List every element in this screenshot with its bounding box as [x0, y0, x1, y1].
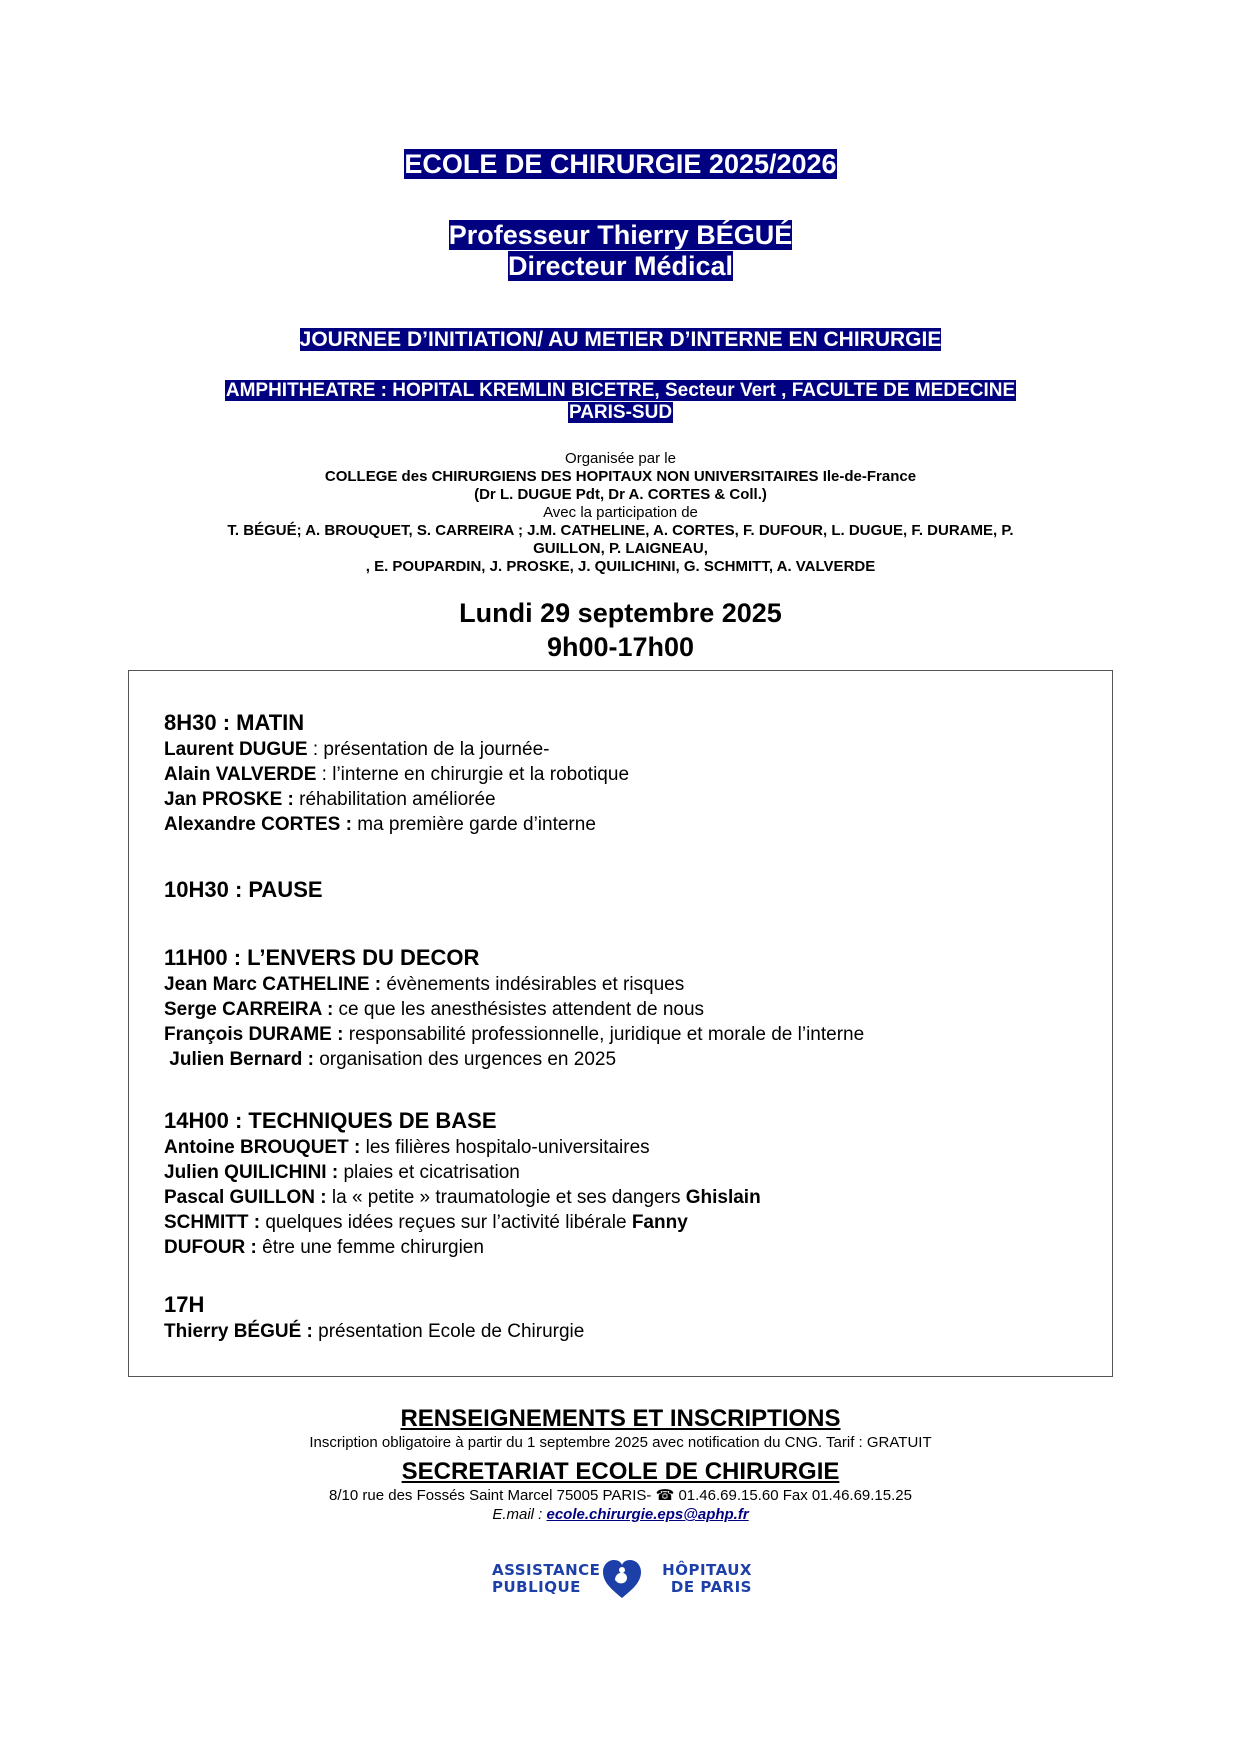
speaker-name: François DURAME :: [164, 1024, 344, 1045]
session-title: 14H00 : TECHNIQUES DE BASE: [164, 1108, 497, 1133]
talk-topic: présentation Ecole de Chirurgie: [318, 1321, 585, 1342]
participants-line-3: , E. POUPARDIN, J. PROSKE, J. QUILICHINI, G. SCHMITT, A. VALVERDE: [365, 558, 876, 575]
secretariat-title: SECRETARIAT ECOLE DE CHIRURGIE: [401, 1458, 840, 1485]
talk-topic: ce que les anesthésistes attendent de nous: [338, 999, 705, 1020]
talk-topic: responsabilité professionnelle, juridique et morale de l’interne: [348, 1024, 865, 1045]
talk-topic: organisation des urgences en 2025: [319, 1049, 617, 1070]
venue-line-2: PARIS-SUD: [568, 402, 673, 423]
speaker-name: Thierry BÉGUÉ :: [164, 1321, 313, 1342]
venue-block: [0, 380, 1241, 424]
program-item: SCHMITT : quelques idées reçues sur l’activité libérale Fanny: [164, 1212, 688, 1233]
program-item: [164, 812, 629, 837]
session-pause: [164, 876, 323, 904]
director-name: Professeur Thierry BÉGUÉ: [448, 220, 793, 250]
info-text: Inscription obligatoire à partir du 1 septembre 2025 avec notification du CNG. Tarif : GRATUIT: [309, 1434, 932, 1451]
director-block: [0, 220, 1241, 282]
program-item: Alain VALVERDE : l’interne en chirurgie et la robotique: [164, 764, 630, 785]
event-title: JOURNEE D’INITIATION/ AU METIER D’INTERNE EN CHIRURGIE: [299, 328, 942, 351]
program-item: [164, 787, 629, 812]
talk-topic: ma première garde d’interne: [357, 814, 596, 835]
info-title: RENSEIGNEMENTS ET INSCRIPTIONS: [400, 1405, 841, 1432]
document-title-block: [0, 148, 1241, 180]
talk-topic: l’interne en chirurgie et la robotique: [332, 764, 630, 785]
session-closing: [164, 1291, 584, 1344]
event-hours: 9h00-17h00: [546, 632, 695, 662]
program-item: Pascal GUILLON : la « petite » traumatologie et ses dangers Ghislain: [164, 1187, 761, 1208]
program-box: [128, 670, 1113, 1377]
participants-line-1: T. BÉGUÉ; A. BROUQUET, S. CARREIRA ; J.M. CATHELINE, A. CORTES, F. DUFOUR, L. DUGUE, F. DURAME, P.: [227, 522, 1014, 539]
session-title: 8H30 : MATIN: [164, 710, 305, 735]
program-item: Antoine BROUQUET : les filières hospitalo-universitaires: [164, 1137, 650, 1158]
program-item: [164, 997, 864, 1022]
program-item: [164, 972, 864, 997]
email-link[interactable]: ecole.chirurgie.eps@aphp.fr: [546, 1506, 749, 1523]
organisation-block: [0, 450, 1241, 576]
aphp-logo: [492, 1558, 752, 1600]
session-title: 17H: [164, 1292, 205, 1317]
participants-line-2: GUILLON, P. LAIGNEAU,: [533, 540, 708, 557]
session-title: 11H00 : L’ENVERS DU DECOR: [164, 945, 480, 970]
talk-topic: évènements indésirables et risques: [386, 974, 685, 995]
logo-text-right: HÔPITAUX DE PARIS: [662, 1561, 752, 1596]
program-item: DUFOUR : être une femme chirurgien: [164, 1237, 484, 1258]
program-item: [164, 1047, 864, 1072]
telephone-icon: ☎: [655, 1487, 675, 1504]
logo-text-left: ASSISTANCE PUBLIQUE: [492, 1561, 601, 1596]
session-title: 10H30 : PAUSE: [164, 877, 323, 902]
email-line: [0, 1505, 1241, 1524]
phone-fax: 01.46.69.15.60 Fax 01.46.69.15.25: [678, 1487, 912, 1504]
speaker-name: Jean Marc CATHELINE :: [164, 974, 382, 995]
heart-logo-icon: [601, 1558, 643, 1600]
date-block: [0, 596, 1241, 664]
speaker-name: Alexandre CORTES :: [164, 814, 352, 835]
footer-block: [0, 1405, 1241, 1524]
college-name: COLLEGE des CHIRURGIENS DES HOPITAUX NON UNIVERSITAIRES Ile-de-France: [324, 468, 917, 485]
speaker-name: Laurent DUGUE: [164, 739, 308, 760]
program-item: [164, 1319, 584, 1344]
speaker-name: Alain VALVERDE: [164, 764, 317, 785]
program-item: Laurent DUGUE : présentation de la journée-: [164, 739, 550, 760]
event-date: Lundi 29 septembre 2025: [459, 598, 782, 628]
event-title-block: [0, 327, 1241, 353]
venue-line-1: AMPHITHEATRE : HOPITAL KREMLIN BICETRE, Secteur Vert , FACULTE DE MEDECINE: [225, 380, 1016, 401]
address-line: [0, 1486, 1241, 1505]
session-techniques: [164, 1107, 761, 1260]
college-leads: (Dr L. DUGUE Pdt, Dr A. CORTES & Coll.): [474, 486, 767, 503]
director-role: Directeur Médical: [507, 251, 734, 281]
speaker-name: Jan PROSKE :: [164, 789, 294, 810]
session-matin: [164, 709, 629, 837]
address: 8/10 rue des Fossés Saint Marcel 75005 PARIS-: [329, 1487, 652, 1504]
document-title: ECOLE DE CHIRURGIE 2025/2026: [404, 149, 837, 179]
program-item: Julien QUILICHINI : plaies et cicatrisation: [164, 1162, 520, 1183]
talk-topic: réhabilitation améliorée: [299, 789, 496, 810]
speaker-name: Julien Bernard :: [164, 1049, 314, 1070]
participation-label: Avec la participation de: [543, 504, 698, 521]
speaker-name: Serge CARREIRA :: [164, 999, 334, 1020]
session-decor: [164, 944, 864, 1072]
talk-topic: présentation de la journée-: [323, 739, 550, 760]
email-label: E.mail :: [492, 1506, 547, 1523]
organised-by-label: Organisée par le: [565, 450, 676, 467]
program-item: [164, 1022, 864, 1047]
